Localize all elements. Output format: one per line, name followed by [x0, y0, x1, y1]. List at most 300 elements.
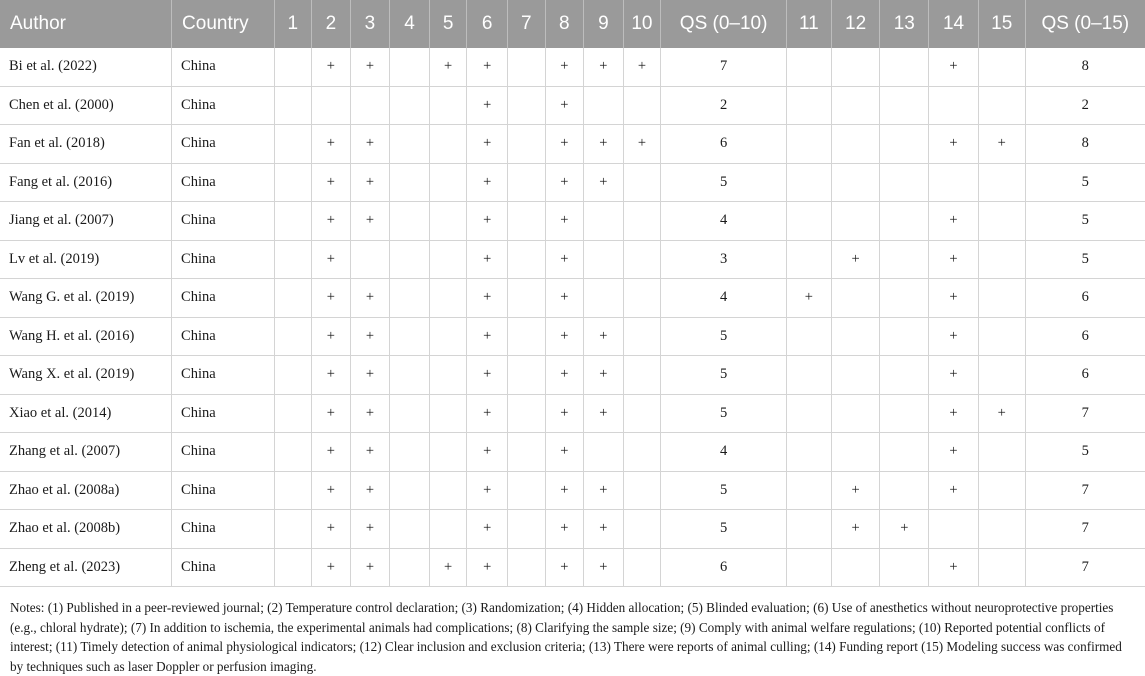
score-cell — [787, 471, 832, 510]
score-cell: + — [545, 394, 584, 433]
score-cell — [350, 86, 390, 125]
score-cell — [623, 163, 661, 202]
column-header: 14 — [929, 0, 979, 48]
score-cell — [929, 510, 979, 549]
score-cell: + — [312, 163, 351, 202]
score-cell: + — [545, 163, 584, 202]
score-cell — [880, 125, 929, 164]
score-cell — [584, 279, 624, 318]
score-cell: + — [584, 471, 624, 510]
score-cell: + — [312, 510, 351, 549]
score-cell — [831, 86, 880, 125]
score-cell — [978, 240, 1025, 279]
score-cell: + — [584, 548, 624, 587]
author-cell: Fan et al. (2018) — [0, 125, 172, 164]
column-header: 6 — [467, 0, 508, 48]
table-row — [0, 202, 1145, 241]
score-cell: + — [787, 279, 832, 318]
score-cell — [623, 317, 661, 356]
score-cell: + — [350, 548, 390, 587]
score-cell — [507, 356, 545, 395]
column-header: 8 — [545, 0, 584, 48]
score-cell — [831, 548, 880, 587]
score-cell: 5 — [1025, 163, 1145, 202]
score-cell: 8 — [1025, 125, 1145, 164]
score-cell: + — [312, 471, 351, 510]
country-cell: China — [172, 510, 275, 549]
score-cell: + — [467, 510, 508, 549]
country-cell: China — [172, 240, 275, 279]
table-row — [0, 356, 1145, 395]
score-cell — [584, 240, 624, 279]
score-cell — [880, 48, 929, 86]
score-cell: + — [880, 510, 929, 549]
column-header: 13 — [880, 0, 929, 48]
score-cell: + — [467, 356, 508, 395]
score-cell — [274, 202, 312, 241]
score-cell — [787, 433, 832, 472]
score-cell: + — [350, 125, 390, 164]
score-cell: + — [312, 548, 351, 587]
column-header: 1 — [274, 0, 312, 48]
score-cell — [507, 317, 545, 356]
score-cell — [880, 279, 929, 318]
score-cell: + — [929, 48, 979, 86]
score-cell: + — [350, 394, 390, 433]
table-row — [0, 394, 1145, 433]
score-cell: 5 — [1025, 433, 1145, 472]
table-row — [0, 510, 1145, 549]
score-cell: + — [584, 163, 624, 202]
score-cell — [880, 394, 929, 433]
score-cell: + — [467, 163, 508, 202]
score-cell — [390, 48, 430, 86]
score-cell: + — [312, 356, 351, 395]
score-cell — [584, 86, 624, 125]
score-cell: 5 — [661, 163, 787, 202]
score-cell: + — [312, 125, 351, 164]
score-cell: 6 — [1025, 279, 1145, 318]
score-cell — [787, 86, 832, 125]
country-cell: China — [172, 317, 275, 356]
country-cell: China — [172, 86, 275, 125]
score-cell — [978, 356, 1025, 395]
score-cell — [390, 356, 430, 395]
score-cell: + — [467, 240, 508, 279]
score-cell — [880, 202, 929, 241]
score-cell: + — [545, 202, 584, 241]
score-cell — [831, 125, 880, 164]
score-cell: + — [312, 394, 351, 433]
score-cell: + — [545, 279, 584, 318]
score-cell — [507, 240, 545, 279]
score-cell: + — [467, 279, 508, 318]
table-row — [0, 433, 1145, 472]
table-row — [0, 163, 1145, 202]
column-header: QS (0–15) — [1025, 0, 1145, 48]
score-cell: + — [312, 202, 351, 241]
score-cell — [507, 125, 545, 164]
score-cell — [787, 510, 832, 549]
score-cell: + — [350, 433, 390, 472]
score-cell: + — [467, 433, 508, 472]
score-cell — [390, 317, 430, 356]
table-row — [0, 317, 1145, 356]
score-cell — [787, 240, 832, 279]
score-cell: 4 — [661, 202, 787, 241]
score-cell — [274, 317, 312, 356]
score-cell — [274, 163, 312, 202]
score-cell — [623, 471, 661, 510]
score-cell — [390, 548, 430, 587]
table-row — [0, 86, 1145, 125]
score-cell — [929, 86, 979, 125]
author-cell: Zhang et al. (2007) — [0, 433, 172, 472]
score-cell: 3 — [661, 240, 787, 279]
author-cell: Zhao et al. (2008b) — [0, 510, 172, 549]
table-header-row — [0, 0, 1145, 48]
score-cell: + — [545, 125, 584, 164]
score-cell: + — [584, 317, 624, 356]
score-cell: 8 — [1025, 48, 1145, 86]
score-cell — [429, 202, 467, 241]
table-row — [0, 48, 1145, 86]
score-cell: + — [545, 356, 584, 395]
score-cell: + — [929, 394, 979, 433]
score-cell — [274, 510, 312, 549]
score-cell: + — [545, 86, 584, 125]
country-cell: China — [172, 471, 275, 510]
score-cell: + — [831, 240, 880, 279]
score-cell — [880, 317, 929, 356]
score-cell — [274, 279, 312, 318]
score-cell: 2 — [1025, 86, 1145, 125]
author-cell: Chen et al. (2000) — [0, 86, 172, 125]
score-cell — [880, 86, 929, 125]
score-cell — [929, 163, 979, 202]
score-cell — [584, 433, 624, 472]
score-cell — [350, 240, 390, 279]
score-cell: + — [350, 317, 390, 356]
score-cell — [787, 356, 832, 395]
score-cell — [429, 86, 467, 125]
score-cell: + — [429, 48, 467, 86]
score-cell — [429, 433, 467, 472]
country-cell: China — [172, 163, 275, 202]
score-cell — [429, 279, 467, 318]
score-cell — [390, 125, 430, 164]
author-cell: Zhao et al. (2008a) — [0, 471, 172, 510]
score-cell: + — [467, 548, 508, 587]
score-cell — [978, 433, 1025, 472]
score-cell: + — [584, 48, 624, 86]
score-cell: + — [929, 202, 979, 241]
country-cell: China — [172, 394, 275, 433]
score-cell: + — [350, 279, 390, 318]
score-cell — [623, 202, 661, 241]
table-row — [0, 125, 1145, 164]
score-cell — [507, 48, 545, 86]
score-cell — [880, 471, 929, 510]
score-cell — [507, 163, 545, 202]
score-cell — [623, 240, 661, 279]
score-cell — [429, 240, 467, 279]
score-cell — [623, 279, 661, 318]
score-cell: + — [623, 125, 661, 164]
score-cell — [274, 240, 312, 279]
score-cell: + — [584, 356, 624, 395]
score-cell — [831, 317, 880, 356]
score-cell — [623, 356, 661, 395]
score-cell: + — [467, 48, 508, 86]
score-cell — [429, 163, 467, 202]
score-cell — [390, 510, 430, 549]
score-cell: 2 — [661, 86, 787, 125]
score-cell — [787, 548, 832, 587]
author-cell: Wang H. et al. (2016) — [0, 317, 172, 356]
score-cell: 7 — [1025, 394, 1145, 433]
score-cell — [623, 433, 661, 472]
score-cell — [787, 317, 832, 356]
score-cell — [880, 356, 929, 395]
score-cell — [880, 240, 929, 279]
score-cell: + — [467, 317, 508, 356]
score-cell: + — [978, 394, 1025, 433]
score-cell — [831, 202, 880, 241]
column-header: Author — [0, 0, 172, 48]
score-cell — [507, 510, 545, 549]
score-cell — [880, 548, 929, 587]
score-cell: + — [545, 548, 584, 587]
author-cell: Fang et al. (2016) — [0, 163, 172, 202]
score-cell: + — [545, 510, 584, 549]
score-cell — [274, 48, 312, 86]
score-cell — [978, 279, 1025, 318]
score-cell: + — [467, 86, 508, 125]
score-cell: + — [584, 510, 624, 549]
score-cell — [274, 356, 312, 395]
score-cell: 6 — [1025, 356, 1145, 395]
score-cell — [831, 48, 880, 86]
score-cell — [978, 548, 1025, 587]
score-cell: 5 — [661, 317, 787, 356]
score-cell: 7 — [661, 48, 787, 86]
author-cell: Xiao et al. (2014) — [0, 394, 172, 433]
score-cell — [507, 202, 545, 241]
score-cell — [507, 394, 545, 433]
score-cell — [978, 86, 1025, 125]
score-cell: + — [623, 48, 661, 86]
score-cell — [274, 433, 312, 472]
score-cell: 7 — [1025, 471, 1145, 510]
score-cell: + — [929, 279, 979, 318]
score-cell — [507, 548, 545, 587]
score-cell: 4 — [661, 279, 787, 318]
score-cell — [274, 86, 312, 125]
column-header: 12 — [831, 0, 880, 48]
country-cell: China — [172, 279, 275, 318]
table-row — [0, 279, 1145, 318]
score-cell — [390, 471, 430, 510]
score-cell: 6 — [661, 548, 787, 587]
score-cell: + — [350, 202, 390, 241]
table-body — [0, 48, 1145, 587]
country-cell: China — [172, 356, 275, 395]
column-header: 10 — [623, 0, 661, 48]
author-cell: Zheng et al. (2023) — [0, 548, 172, 587]
score-cell: + — [467, 202, 508, 241]
score-cell: + — [350, 163, 390, 202]
table-row — [0, 240, 1145, 279]
column-header: 4 — [390, 0, 430, 48]
score-cell — [831, 356, 880, 395]
score-cell: + — [929, 471, 979, 510]
score-cell — [390, 86, 430, 125]
author-cell: Jiang et al. (2007) — [0, 202, 172, 241]
score-cell — [390, 279, 430, 318]
score-cell — [787, 48, 832, 86]
table-notes: Notes: (1) Published in a peer-reviewed journal; (2) Temperature control declaration; (3) Randomization; (4) Hidden allocation; (5) Blinded evaluation; (6) Use of anesthetics without neuroprotective properties (e.g., chloral hydrate); (7) In addition to ischemia, the experimental animals had complications; (8) Clarifying the sample size; (9) Comply with animal welfare regulations; (10) Reported potential conflicts of interest; (11) Timely detection of animal physiological indicators; (12) Clear inclusion and exclusion criteria; (13) There were reports of animal culling; (14) Funding report (15) Modeling success was confirmed by techniques such as laser Doppler or perfusion imaging. — [10, 600, 1122, 674]
score-cell — [880, 163, 929, 202]
score-cell — [623, 548, 661, 587]
score-cell — [312, 86, 351, 125]
score-cell — [880, 433, 929, 472]
score-cell: + — [929, 240, 979, 279]
score-cell: 5 — [1025, 202, 1145, 241]
column-header: 5 — [429, 0, 467, 48]
score-cell — [429, 356, 467, 395]
country-cell: China — [172, 548, 275, 587]
column-header: QS (0–10) — [661, 0, 787, 48]
score-cell — [978, 317, 1025, 356]
country-cell: China — [172, 125, 275, 164]
author-cell: Wang X. et al. (2019) — [0, 356, 172, 395]
score-cell — [390, 433, 430, 472]
score-cell — [429, 317, 467, 356]
score-cell: + — [545, 471, 584, 510]
table-row — [0, 471, 1145, 510]
score-cell: + — [545, 317, 584, 356]
score-cell: + — [929, 356, 979, 395]
score-cell — [978, 163, 1025, 202]
score-cell — [429, 471, 467, 510]
score-cell — [787, 202, 832, 241]
score-cell — [623, 394, 661, 433]
score-cell: + — [831, 471, 880, 510]
score-cell — [787, 163, 832, 202]
score-cell: + — [978, 125, 1025, 164]
score-cell: + — [467, 394, 508, 433]
score-cell: + — [467, 125, 508, 164]
score-cell: + — [929, 125, 979, 164]
score-cell: 4 — [661, 433, 787, 472]
country-cell: China — [172, 433, 275, 472]
score-cell — [507, 433, 545, 472]
column-header: 7 — [507, 0, 545, 48]
score-cell — [584, 202, 624, 241]
table-row — [0, 548, 1145, 587]
score-cell: 5 — [661, 510, 787, 549]
score-cell: + — [350, 471, 390, 510]
score-cell: + — [545, 240, 584, 279]
score-cell — [429, 510, 467, 549]
column-header: 9 — [584, 0, 624, 48]
score-cell — [507, 471, 545, 510]
score-cell — [623, 86, 661, 125]
score-cell — [831, 394, 880, 433]
country-cell: China — [172, 48, 275, 86]
score-cell: 5 — [661, 394, 787, 433]
score-cell: + — [312, 48, 351, 86]
score-cell: + — [929, 548, 979, 587]
score-cell — [978, 48, 1025, 86]
score-cell: + — [350, 356, 390, 395]
score-cell: 6 — [661, 125, 787, 164]
column-header: Country — [172, 0, 275, 48]
score-cell — [429, 125, 467, 164]
score-cell — [623, 510, 661, 549]
score-cell: + — [312, 240, 351, 279]
score-cell: + — [312, 317, 351, 356]
score-cell: 5 — [1025, 240, 1145, 279]
author-cell: Wang G. et al. (2019) — [0, 279, 172, 318]
score-cell: + — [929, 433, 979, 472]
score-cell — [274, 548, 312, 587]
score-cell — [978, 471, 1025, 510]
score-cell — [274, 394, 312, 433]
score-cell — [390, 394, 430, 433]
score-cell — [507, 279, 545, 318]
score-cell: + — [350, 48, 390, 86]
score-cell: + — [545, 433, 584, 472]
score-cell — [507, 86, 545, 125]
score-cell: 5 — [661, 356, 787, 395]
score-cell: + — [584, 125, 624, 164]
score-cell: + — [929, 317, 979, 356]
score-cell — [978, 510, 1025, 549]
score-cell: + — [429, 548, 467, 587]
score-cell — [390, 202, 430, 241]
column-header: 11 — [787, 0, 832, 48]
score-cell — [274, 125, 312, 164]
score-cell: + — [831, 510, 880, 549]
score-cell — [831, 433, 880, 472]
score-cell — [787, 394, 832, 433]
column-header: 3 — [350, 0, 390, 48]
author-cell: Bi et al. (2022) — [0, 48, 172, 86]
score-cell — [787, 125, 832, 164]
score-cell — [390, 163, 430, 202]
score-cell: + — [350, 510, 390, 549]
score-cell — [831, 279, 880, 318]
author-cell: Lv et al. (2019) — [0, 240, 172, 279]
score-cell: 5 — [661, 471, 787, 510]
country-cell: China — [172, 202, 275, 241]
column-header: 2 — [312, 0, 351, 48]
score-cell — [390, 240, 430, 279]
score-cell: + — [312, 279, 351, 318]
score-cell — [429, 394, 467, 433]
score-cell — [831, 163, 880, 202]
score-cell: + — [545, 48, 584, 86]
score-cell — [978, 202, 1025, 241]
score-cell: 7 — [1025, 548, 1145, 587]
score-cell: + — [312, 433, 351, 472]
score-cell: 7 — [1025, 510, 1145, 549]
score-cell: + — [584, 394, 624, 433]
column-header: 15 — [978, 0, 1025, 48]
score-cell: + — [467, 471, 508, 510]
